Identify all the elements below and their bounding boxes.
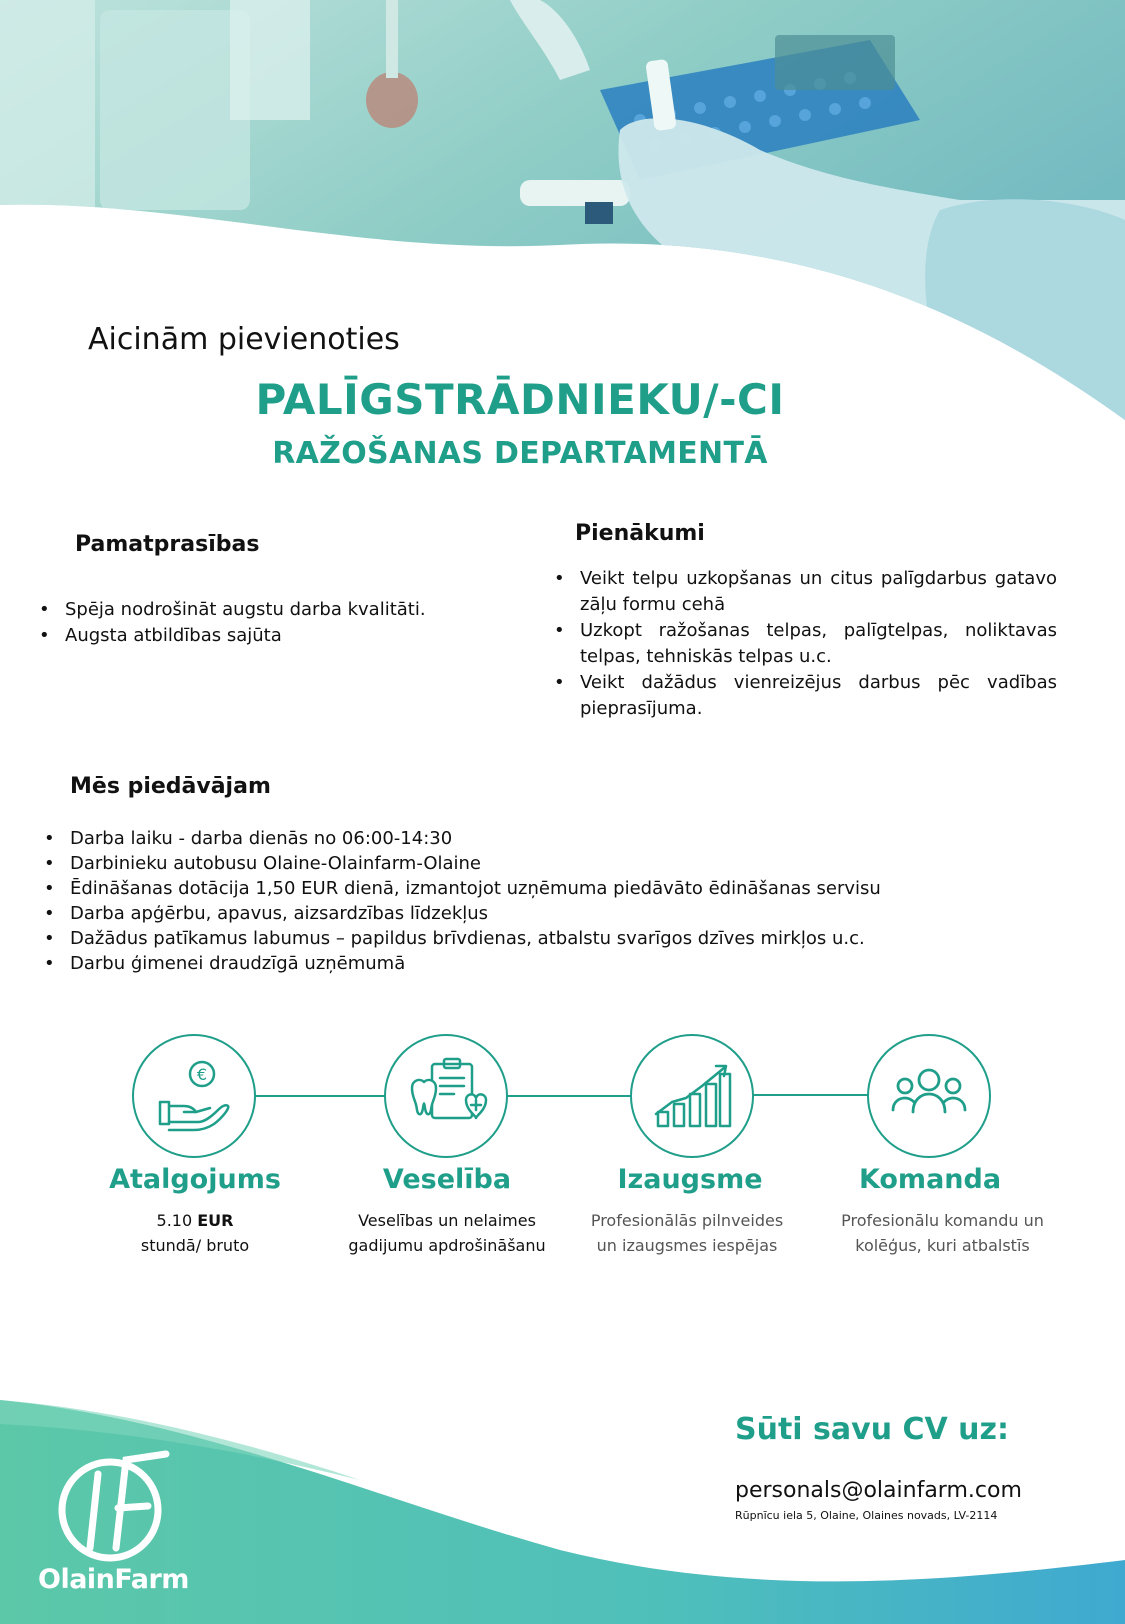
- benefit-desc-line: kolēģus, kuri atbalstīs: [855, 1236, 1030, 1255]
- benefit-desc-health: [327, 1208, 567, 1258]
- contact-address: Rūpnīcu iela 5, Olaine, Olaines novads, LV-2114: [735, 1509, 998, 1522]
- benefit-desc-line: Profesionālu komandu un: [841, 1211, 1044, 1230]
- growth-chart-icon: [650, 1054, 734, 1138]
- benefit-title-growth: Izaugsme: [617, 1164, 763, 1195]
- department-title: RAŽOŠANAS DEPARTAMENTĀ: [272, 436, 768, 471]
- list-item: • Augsta atbildības sajūta: [35, 623, 505, 649]
- benefit-title-team: Komanda: [858, 1164, 1002, 1195]
- list-item: • Darbu ģimenei draudzīgā uzņēmumā: [40, 951, 1040, 976]
- list-item: • Veikt telpu uzkopšanas un citus palīgdarbus gatavo zāļu formu cehā: [550, 566, 1057, 618]
- benefit-circle-growth: [630, 1034, 754, 1158]
- hero-lab-photo: [0, 0, 1125, 420]
- list-item: • Ēdināšanas dotācija 1,50 EUR dienā, izmantojot uzņēmuma piedāvāto ēdināšanas servisu: [40, 876, 1040, 901]
- job-title: PALĪGSTRĀDNIEKU/-CI: [255, 375, 785, 424]
- benefit-desc-line: un izaugsmes iespējas: [596, 1236, 778, 1255]
- benefit-desc-team: [815, 1208, 1070, 1258]
- benefit-circle-team: [867, 1034, 991, 1158]
- requirements-title: Pamatprasības: [75, 532, 260, 557]
- benefit-title-health: Veselība: [382, 1164, 512, 1195]
- benefit-circle-salary: [132, 1034, 256, 1158]
- benefit-desc-line: Veselības un nelaimes: [358, 1211, 536, 1230]
- offer-list: [40, 826, 1040, 976]
- hand-euro-icon: [152, 1054, 236, 1138]
- cv-title: Sūti savu CV uz:: [735, 1412, 1009, 1447]
- benefit-desc-growth: [567, 1208, 807, 1258]
- list-item: • Darba apģērbu, apavus, aizsardzības līdzekļus: [40, 901, 1040, 926]
- svg-text:€: €: [196, 1065, 208, 1084]
- benefit-title-salary: Atalgojums: [109, 1164, 281, 1195]
- list-item: • Spēja nodrošināt augstu darba kvalitāti.: [35, 597, 505, 623]
- benefit-desc-salary: [75, 1208, 315, 1258]
- list-item: • Veikt dažādus vienreizējus darbus pēc vadības pieprasījuma.: [550, 670, 1057, 722]
- salary-currency: EUR: [197, 1211, 234, 1230]
- list-item: • Uzkopt ražošanas telpas, palīgtelpas, noliktavas telpas, tehniskās telpas u.c.: [550, 618, 1057, 670]
- intro-text: Aicinām pievienoties: [88, 322, 400, 357]
- contact-email[interactable]: personals@olainfarm.com: [735, 1478, 1022, 1503]
- list-item: • Darba laiku - darba dienās no 06:00-14:30: [40, 826, 1040, 851]
- duties-title: Pienākumi: [575, 521, 705, 546]
- requirements-list: [35, 597, 505, 649]
- salary-amount: 5.10: [156, 1211, 198, 1230]
- brand-name: OlainFarm: [38, 1564, 189, 1595]
- connector-line: [505, 1095, 635, 1097]
- benefit-desc-line: gadijumu apdrošināšanu: [348, 1236, 546, 1255]
- offer-title: Mēs piedāvājam: [70, 774, 271, 799]
- list-item: • Dažādus patīkamus labumus – papildus brīvdienas, atbalstu svarīgos dzīves mirkļos u.c.: [40, 926, 1040, 951]
- connector-line: [255, 1095, 385, 1097]
- health-clipboard-icon: [404, 1054, 488, 1138]
- benefit-desc-line: Profesionālās pilnveides: [590, 1211, 784, 1230]
- duties-list: [550, 566, 1057, 722]
- benefit-circle-health: [384, 1034, 508, 1158]
- list-item: • Darbinieku autobusu Olaine-Olainfarm-Olaine: [40, 851, 1040, 876]
- salary-unit: stundā/ bruto: [140, 1236, 250, 1255]
- connector-line: [752, 1094, 874, 1096]
- team-icon: [887, 1054, 971, 1138]
